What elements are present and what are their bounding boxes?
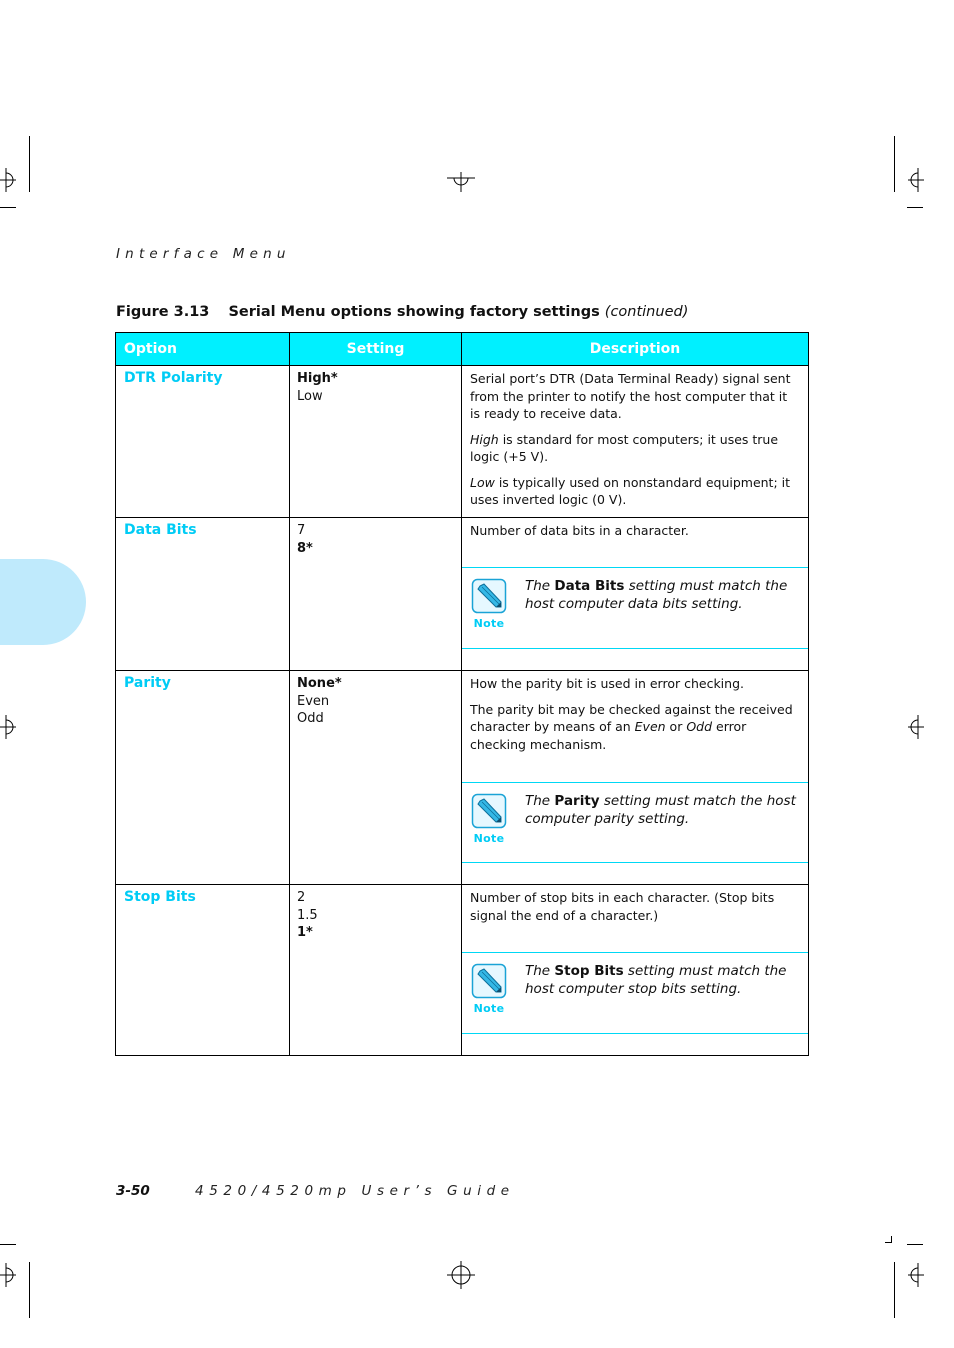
description-run: is typically used on nonstandard equipment; it uses inverted logic (0 V). <box>470 474 791 507</box>
setting-value: 7 <box>297 523 306 538</box>
description-text <box>462 518 808 540</box>
note-run: Data Bits <box>554 578 625 594</box>
description-paragraph <box>470 889 800 924</box>
crop-mark <box>29 1262 30 1318</box>
setting-cell <box>290 518 462 671</box>
option-cell <box>116 518 290 671</box>
note-run: The <box>525 578 555 594</box>
table-row <box>116 671 809 885</box>
setting-value: Odd <box>297 711 324 726</box>
book-title: 4520/4520mp User’s Guide <box>195 1183 515 1199</box>
setting-value: Low <box>297 388 323 404</box>
setting-value: Even <box>297 693 330 709</box>
description-text <box>462 885 808 924</box>
figure-continued: (continued) <box>604 304 689 320</box>
crop-mark <box>885 1242 892 1243</box>
column-header-option: Option <box>116 333 290 366</box>
note-run: setting must match the host computer parity setting. <box>525 793 796 827</box>
crop-mark <box>907 1244 923 1245</box>
note-run: The <box>525 963 555 979</box>
description-text <box>462 366 808 509</box>
chapter-thumb-tab <box>0 559 86 645</box>
note-run: Stop Bits <box>554 963 624 979</box>
crop-mark <box>0 207 16 208</box>
description-run: or <box>665 719 687 734</box>
description-text <box>462 671 808 753</box>
option-name: Stop Bits <box>124 889 196 905</box>
description-paragraph <box>470 675 800 693</box>
note-label: Note <box>473 617 505 630</box>
description-run: High <box>470 431 499 447</box>
page-number: 3-50 <box>116 1183 150 1199</box>
note-rule <box>462 862 808 863</box>
note-rule <box>462 648 808 649</box>
description-cell <box>462 518 809 671</box>
description-paragraph <box>470 522 800 540</box>
setting-values <box>290 671 461 728</box>
setting-value: 8* <box>297 540 313 556</box>
description-run: How the parity bit is used in error checking. <box>470 676 744 691</box>
serial-options-table <box>115 332 809 1056</box>
table-row <box>116 518 809 671</box>
description-run: The parity bit may be checked against the received character by means of an <box>470 701 793 734</box>
crop-mark <box>894 136 895 192</box>
running-header: Interface Menu <box>116 246 291 262</box>
note-label: Note <box>473 1002 505 1015</box>
description-run: Serial port’s DTR (Data Terminal Ready) signal sent from the printer to notify the host computer that it is ready to receive data. <box>470 371 791 421</box>
option-name: Data Bits <box>124 522 197 538</box>
table-row <box>116 366 809 518</box>
note-run: setting must match the host computer data bits setting. <box>525 578 788 612</box>
option-name: Parity <box>124 675 171 691</box>
setting-values <box>290 366 461 405</box>
note-run: The <box>525 793 555 809</box>
registration-mark-icon <box>906 715 924 739</box>
figure-number: Figure 3.13 <box>116 304 210 320</box>
description-run: Odd <box>686 719 713 734</box>
note-rule <box>462 782 808 783</box>
description-paragraph <box>470 431 800 466</box>
description-run: Number of data bits in a character. <box>470 523 689 538</box>
description-paragraph <box>470 701 800 754</box>
description-run: Low <box>470 474 495 490</box>
setting-value: High* <box>297 371 338 386</box>
description-run: Number of stop bits in each character. (Stop bits signal the end of a character.) <box>470 890 775 923</box>
option-cell <box>116 671 290 885</box>
setting-values <box>290 518 461 557</box>
registration-mark-icon <box>447 172 475 194</box>
setting-value: 1.5 <box>297 907 318 923</box>
crop-mark <box>29 136 30 192</box>
description-paragraph <box>470 474 800 509</box>
note-icon-group <box>470 793 508 851</box>
column-header-setting: Setting <box>290 333 462 366</box>
crop-mark <box>894 1262 895 1318</box>
pencil-note-icon <box>471 793 507 829</box>
note-text <box>525 963 800 998</box>
registration-mark-icon <box>0 715 18 739</box>
registration-mark-icon <box>906 168 924 192</box>
setting-cell <box>290 366 462 518</box>
note-run: setting must match the host computer stop bits setting. <box>525 963 787 997</box>
column-header-description: Description <box>462 333 809 366</box>
note-rule <box>462 1033 808 1034</box>
note-text <box>525 793 800 828</box>
description-cell <box>462 885 809 1056</box>
registration-mark-icon <box>0 168 18 192</box>
crop-mark <box>0 1244 16 1245</box>
description-run: error checking mechanism. <box>470 719 747 752</box>
setting-cell <box>290 885 462 1056</box>
setting-cell <box>290 671 462 885</box>
note-icon-group <box>470 578 508 636</box>
description-paragraph <box>470 370 800 423</box>
setting-values <box>290 885 461 942</box>
description-run: Even <box>634 719 666 734</box>
note-run: Parity <box>554 793 600 809</box>
setting-value: None* <box>297 676 342 691</box>
crop-mark <box>907 207 923 208</box>
note-icon-group <box>470 963 508 1021</box>
description-run: is standard for most computers; it uses true logic (+5 V). <box>470 431 779 464</box>
option-name: DTR Polarity <box>124 370 223 386</box>
description-cell <box>462 366 809 518</box>
note-label: Note <box>473 832 505 845</box>
note-rule <box>462 952 808 953</box>
note-text <box>525 578 800 613</box>
pencil-note-icon <box>471 963 507 999</box>
description-cell <box>462 671 809 885</box>
setting-value: 1* <box>297 925 313 940</box>
figure-caption <box>116 304 688 320</box>
pencil-note-icon <box>471 578 507 614</box>
option-cell <box>116 366 290 518</box>
note-rule <box>462 567 808 568</box>
option-cell <box>116 885 290 1056</box>
table-header-row <box>116 333 809 366</box>
figure-title: Serial Menu options showing factory settings <box>228 304 600 320</box>
registration-mark-icon <box>447 1261 475 1289</box>
registration-mark-icon <box>0 1263 18 1287</box>
registration-mark-icon <box>906 1263 924 1287</box>
setting-value: 2 <box>297 890 306 905</box>
table-row <box>116 885 809 1056</box>
